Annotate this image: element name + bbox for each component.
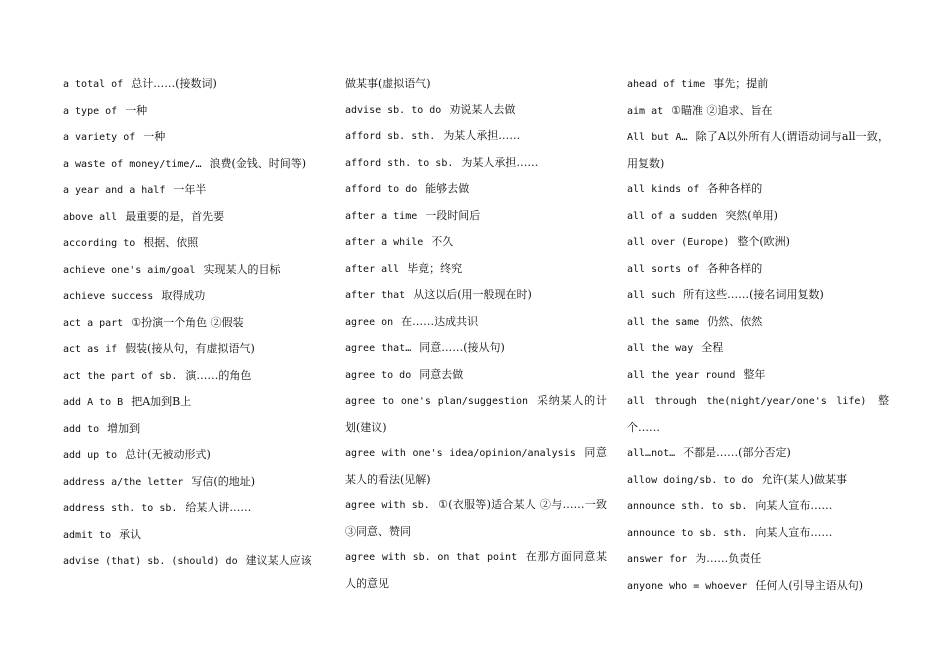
column-1 [63, 71, 325, 575]
vocab-entry [345, 440, 607, 492]
entry-meaning: 总计……(接数词) [131, 77, 217, 90]
entry-phrase: act the part of sb. [63, 370, 178, 382]
entry-meaning: 同意某人的看法(见解) [345, 446, 608, 486]
entry-meaning: 整个…… [627, 394, 890, 434]
vocab-entry [63, 416, 325, 443]
entry-phrase: add to [63, 423, 100, 435]
entry-phrase: agree to do [345, 369, 412, 381]
entry-meaning: 突然(单用) [725, 208, 778, 222]
vocab-entry [63, 469, 325, 496]
entry-phrase: add A to B [63, 397, 124, 408]
entry-phrase: according to [63, 238, 136, 249]
entry-phrase: afford sth. to sb. [345, 157, 454, 169]
vocab-entry [63, 336, 325, 363]
vocab-entry [345, 229, 607, 256]
vocab-entry [627, 71, 889, 98]
entry-meaning: ①扮演一个角色 ②假装 [131, 315, 244, 329]
vocab-entry [627, 282, 889, 309]
entry-meaning: 增加到 [107, 421, 141, 435]
entry-phrase: advise (that) sb. (should) do [63, 556, 238, 567]
vocab-entry [63, 548, 325, 575]
entry-meaning: 为……负责任 [695, 552, 762, 565]
entry-meaning: 一段时间后 [425, 208, 481, 222]
entry-meaning: 实现某人的目标 [203, 262, 281, 276]
entry-meaning: 从这以后(用一般现在时) [413, 288, 532, 301]
entry-phrase: a type of [63, 105, 118, 117]
vocab-entry [63, 389, 325, 416]
vocab-entry [345, 71, 607, 97]
vocab-entry [345, 97, 607, 124]
entry-meaning: ①瞄准 ②追求、旨在 [671, 103, 773, 117]
vocab-entry [345, 492, 607, 544]
entry-meaning: 一种 [143, 130, 166, 143]
entry-meaning: 把A加到B上 [131, 395, 192, 408]
vocab-entry [627, 124, 889, 176]
vocab-entry [63, 124, 325, 151]
vocab-entry [627, 309, 889, 336]
entry-phrase: achieve success [63, 291, 154, 302]
entry-meaning: 劝说某人去做 [449, 102, 516, 116]
entry-phrase: act a part [63, 317, 124, 329]
entry-phrase: all through the(night/year/one's life) [627, 396, 867, 407]
entry-phrase: announce to sb. sth. [627, 527, 748, 539]
entry-meaning: ①(衣服等)适合某人 ②与……一致 ③同意、赞同 [345, 498, 607, 538]
entry-phrase: all sorts of [627, 263, 700, 275]
entry-phrase: add up to [63, 450, 118, 461]
entry-meaning: 所有这些……(接名词用复数) [683, 288, 824, 301]
entry-phrase: agree on [345, 316, 394, 328]
vocab-entry [627, 573, 889, 600]
entry-phrase: ahead of time [627, 79, 706, 90]
entry-phrase: after a time [345, 210, 418, 222]
vocab-entry [345, 123, 607, 150]
vocab-entry [627, 440, 889, 467]
entry-phrase: agree with one's idea/opinion/analysis [345, 448, 576, 459]
entry-phrase: agree with sb. on that point [345, 552, 518, 563]
entry-meaning: 整年 [743, 367, 766, 381]
vocab-entry [627, 229, 889, 256]
vocab-entry [63, 71, 325, 98]
entry-phrase: all of a sudden [627, 210, 718, 222]
entry-phrase: above all [63, 211, 118, 223]
entry-phrase: all…not… [627, 448, 676, 459]
entry-meaning: 一年半 [173, 183, 207, 196]
vocab-entry [627, 176, 889, 203]
vocab-entry [345, 176, 607, 203]
vocab-entry [627, 362, 889, 389]
entry-meaning: 给某人讲…… [185, 501, 252, 514]
vocab-entry [627, 467, 889, 494]
entry-phrase: a total of [63, 79, 124, 90]
entry-meaning: 在……达成共识 [401, 314, 479, 328]
entry-phrase: all over (Europe) [627, 237, 730, 248]
vocab-entry [627, 546, 889, 573]
entry-phrase: all the year round [627, 369, 736, 381]
entry-meaning: 最重要的是，首先要 [125, 209, 225, 223]
entry-meaning: 写信(的地址) [191, 474, 256, 488]
vocab-entry [627, 520, 889, 547]
entry-meaning: 各种各样的 [707, 261, 763, 275]
vocab-entry [63, 310, 325, 337]
entry-phrase: address sth. to sb. [63, 503, 178, 514]
vocab-entry [345, 282, 607, 309]
entry-meaning: 除了A以外所有人(谓语动词与all一致，用复数) [627, 130, 889, 170]
vocab-entry [345, 309, 607, 336]
entry-phrase: a year and a half [63, 185, 166, 196]
entry-meaning: 根据、依照 [143, 236, 199, 249]
entry-phrase: anyone who = whoever [627, 580, 748, 592]
entry-meaning: 总计(无被动形式) [125, 448, 211, 461]
entry-meaning: 演……的角色 [185, 368, 252, 382]
entry-phrase: admit to [63, 529, 112, 541]
entry-phrase: all such [627, 290, 676, 301]
entry-meaning: 取得成功 [161, 289, 206, 302]
entry-phrase: aim at [627, 105, 664, 117]
vocab-entry [63, 283, 325, 310]
vocab-entry [345, 203, 607, 230]
vocab-entry [63, 495, 325, 522]
entry-phrase: all kinds of [627, 184, 700, 195]
entry-meaning: 任何人(引导主语从句) [755, 578, 864, 592]
vocab-entry [345, 362, 607, 389]
vocab-entry [345, 388, 607, 440]
entry-phrase: a waste of money/time/… [63, 158, 202, 170]
vocab-entry [63, 204, 325, 231]
vocab-entry [345, 544, 607, 596]
vocab-entry [63, 363, 325, 390]
entry-meaning: 能够去做 [425, 182, 470, 195]
vocab-entry [63, 98, 325, 125]
column-2 [345, 71, 607, 596]
entry-meaning: 为某人承担…… [443, 129, 521, 142]
vocab-entry [63, 522, 325, 549]
vocab-entry [63, 151, 325, 178]
vocab-entry [63, 230, 325, 257]
entry-meaning: 同意去做 [419, 367, 464, 381]
vocab-entry [345, 150, 607, 177]
entry-phrase: all the way [627, 343, 694, 354]
entry-phrase: agree to one's plan/suggestion [345, 396, 529, 407]
vocab-entry [345, 256, 607, 283]
column-3 [627, 71, 889, 599]
entry-meaning: 事先；提前 [713, 77, 769, 90]
entry-phrase: achieve one's aim/goal [63, 264, 196, 276]
entry-meaning: 假装(接从句，有虚拟语气) [125, 342, 255, 355]
entry-phrase: address a/the letter [63, 476, 184, 488]
entry-meaning: 浪费(金钱、时间等) [209, 156, 307, 170]
entry-phrase: all the same [627, 316, 700, 328]
entry-meaning: 一种 [125, 103, 148, 117]
entry-phrase: advise sb. to do [345, 104, 442, 116]
entry-meaning: 同意……(接从句) [419, 341, 505, 354]
entry-phrase: allow doing/sb. to do [627, 474, 754, 486]
entry-meaning: 承认 [119, 527, 142, 541]
entry-meaning: 采纳某人的计划(建议) [345, 394, 607, 434]
entry-meaning: 向某人宣布…… [755, 499, 833, 512]
entry-phrase: after a while [345, 237, 424, 248]
entry-meaning: 毕竟；终究 [407, 261, 463, 275]
entry-phrase: a variety of [63, 132, 136, 143]
entry-phrase: afford sb. sth. [345, 131, 436, 142]
entry-phrase: All but A… [627, 132, 688, 143]
entry-phrase: act as if [63, 344, 118, 355]
vocab-entry [345, 335, 607, 362]
entry-phrase: after all [345, 263, 400, 275]
entry-meaning: 做某事(虚拟语气) [345, 77, 431, 90]
vocab-entry [63, 442, 325, 469]
entry-meaning: 向某人宣布…… [755, 525, 833, 539]
entry-meaning: 为某人承担…… [461, 155, 539, 169]
entry-phrase: afford to do [345, 184, 418, 195]
entry-meaning: 不都是……(部分否定) [683, 446, 791, 459]
vocab-entry [627, 493, 889, 520]
entry-meaning: 仍然、依然 [707, 314, 763, 328]
entry-phrase: agree that… [345, 343, 412, 354]
entry-meaning: 不久 [431, 235, 454, 248]
vocab-entry [63, 177, 325, 204]
entry-meaning: 允许(某人)做某事 [761, 472, 848, 486]
entry-phrase: after that [345, 290, 406, 301]
vocab-entry [627, 203, 889, 230]
entry-phrase: agree with sb. [345, 500, 430, 511]
entry-meaning: 各种各样的 [707, 182, 763, 195]
entry-meaning: 在那方面同意某人的意见 [345, 550, 608, 590]
entry-meaning: 整个(欧洲) [737, 235, 790, 248]
vocab-entry [63, 257, 325, 284]
entry-phrase: announce sth. to sb. [627, 501, 748, 512]
vocab-entry [627, 335, 889, 362]
entry-meaning: 全程 [701, 341, 724, 354]
entry-phrase: answer for [627, 554, 688, 565]
vocab-entry [627, 256, 889, 283]
vocab-entry [627, 388, 889, 440]
vocab-entry [627, 98, 889, 125]
entry-meaning: 建议某人应该 [245, 554, 312, 567]
